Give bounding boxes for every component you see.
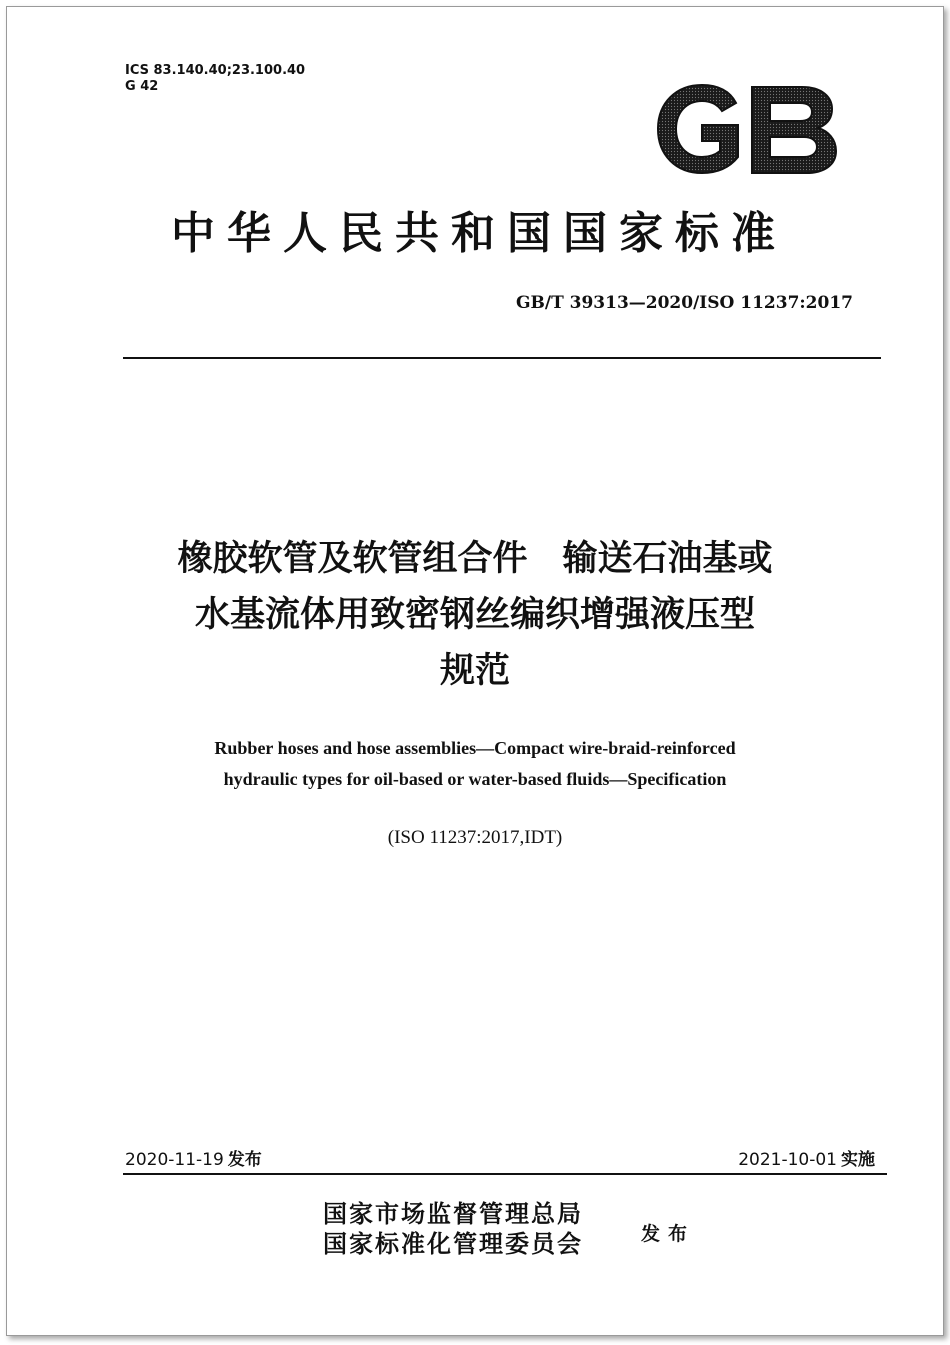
publish-label: 发布 — [641, 1223, 696, 1245]
national-standard-title: 中华人民共和国国家标准 — [171, 208, 787, 259]
iso-equivalence: (ISO 11237:2017,IDT) — [387, 827, 563, 848]
classification-codes — [125, 63, 305, 95]
issuer-line: 国家市场监督管理总局 — [323, 1199, 583, 1228]
chinese-title-line: 水基流体用致密钢丝编织增强液压型 — [194, 595, 755, 635]
english-title — [7, 733, 943, 795]
issuing-bodies — [323, 1199, 583, 1259]
header-divider — [123, 357, 881, 359]
issuer-line: 国家标准化管理委员会 — [323, 1229, 583, 1258]
document-page — [6, 6, 944, 1336]
implementation-date-value: 2021-10-01 — [738, 1150, 837, 1170]
footer-divider — [123, 1173, 887, 1175]
gb-logo — [652, 81, 840, 177]
english-title-line: Rubber hoses and hose assemblies—Compact wire-braid-reinforced — [214, 738, 736, 758]
implementation-date — [738, 1145, 875, 1170]
chinese-title-line: 规范 — [439, 651, 510, 691]
ics-code: ICS 83.140.40;23.100.40 — [125, 63, 306, 78]
issue-date-label: 发布 — [227, 1150, 262, 1170]
english-title-line: hydraulic types for oil-based or water-based fluids—Specification — [223, 769, 727, 789]
chinese-title — [7, 531, 943, 699]
implementation-date-label: 实施 — [841, 1150, 875, 1170]
ccs-code: G 42 — [125, 79, 159, 94]
chinese-title-line: 橡胶软管及软管组合件 输送石油基或 — [177, 539, 773, 579]
issue-date — [125, 1145, 262, 1170]
issue-date-value: 2020-11-19 — [125, 1150, 224, 1170]
standard-number: GB/T 39313—2020/ISO 11237:2017 — [515, 293, 853, 313]
